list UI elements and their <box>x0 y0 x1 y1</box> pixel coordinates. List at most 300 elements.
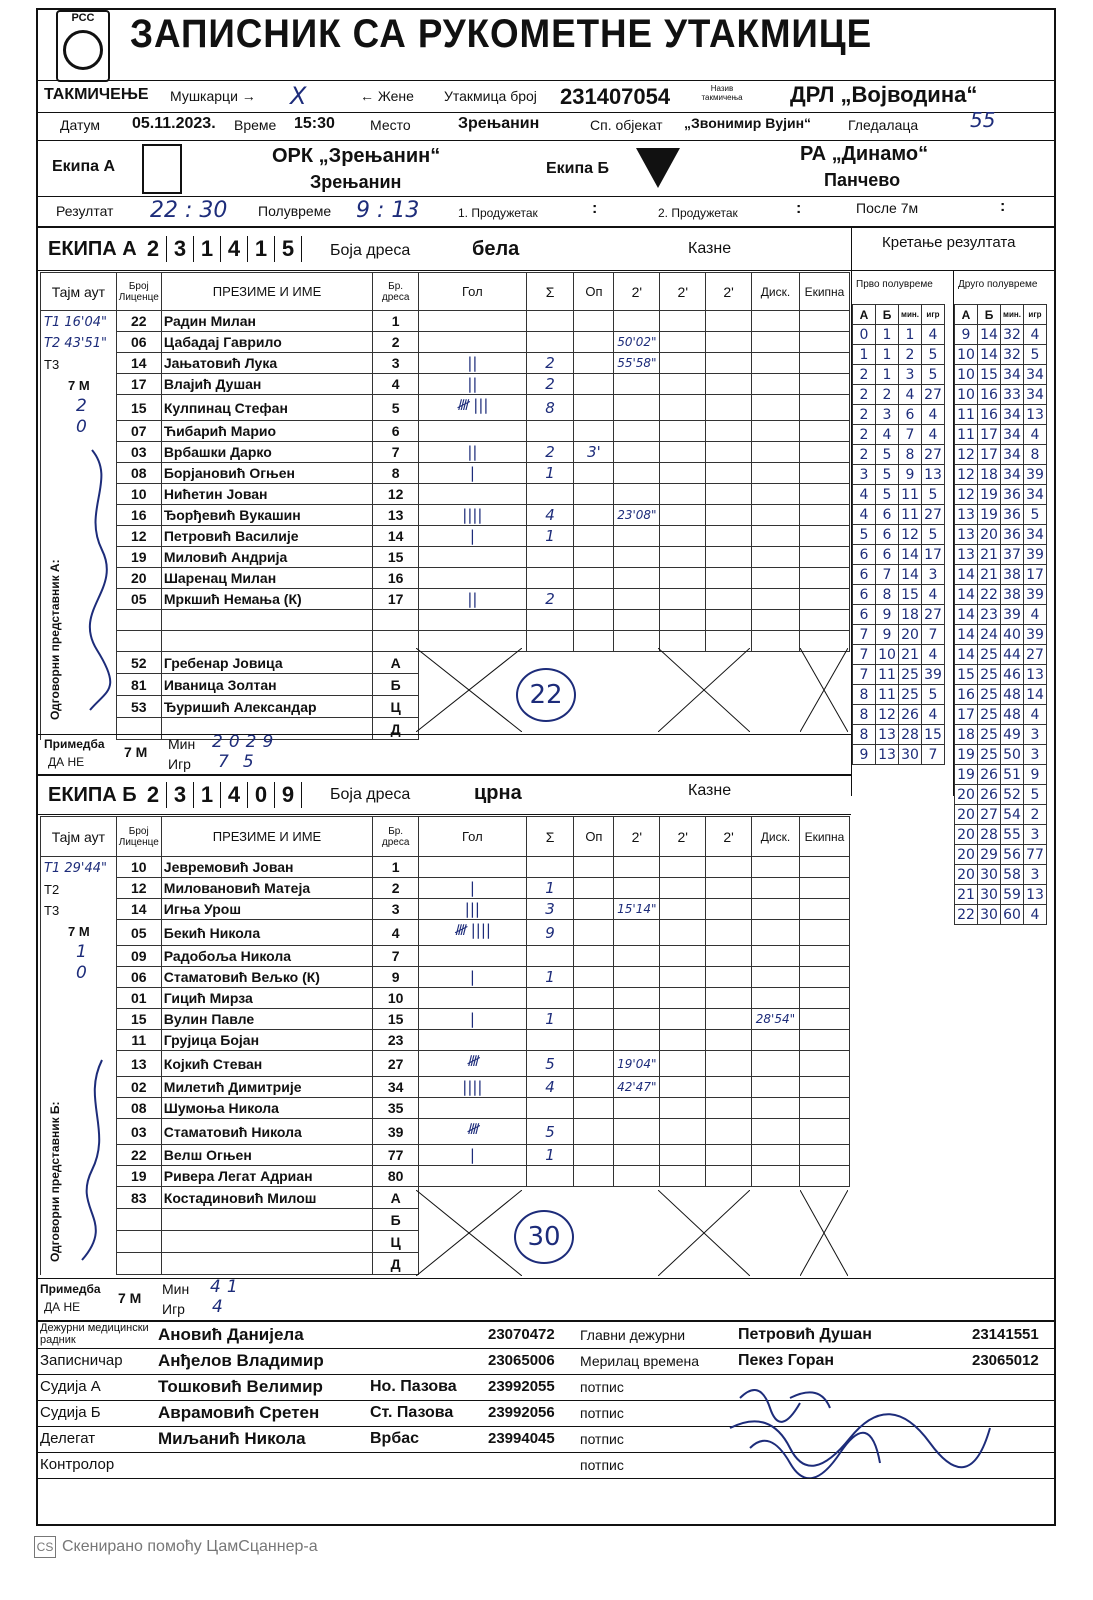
table-cell: 1 <box>373 857 419 878</box>
table-cell <box>660 920 706 946</box>
table-cell <box>752 674 800 696</box>
table-row <box>41 484 850 505</box>
progress-cell: 4 <box>853 505 876 525</box>
progress-cell: 39 <box>1001 605 1024 625</box>
table-cell: | <box>419 463 527 484</box>
table-cell <box>660 1098 706 1119</box>
progress-cell: 32 <box>1001 345 1024 365</box>
table-cell <box>574 1051 614 1077</box>
table-cell <box>751 1209 799 1231</box>
table-row <box>41 946 850 967</box>
table-row <box>41 967 850 988</box>
progress-cell: 11 <box>876 685 899 705</box>
progress-cell: 14 <box>899 565 922 585</box>
progress-cell: 1 <box>876 325 899 345</box>
table-cell <box>752 374 800 395</box>
table-cell <box>116 631 161 652</box>
table-cell <box>660 1009 706 1030</box>
table-cell <box>526 631 574 652</box>
table-cell <box>574 395 614 421</box>
table-cell <box>706 1119 752 1145</box>
table-cell: 8 <box>526 395 574 421</box>
official-id: 23992055 <box>488 1378 555 1395</box>
table-cell <box>614 311 660 332</box>
table-cell <box>752 353 800 374</box>
men-mark: X <box>290 82 307 110</box>
table-cell: 5 <box>526 1119 574 1145</box>
progress-cell: 14 <box>955 605 978 625</box>
table-cell: 5 <box>373 395 419 421</box>
progress-row <box>853 605 945 625</box>
table-row <box>41 421 850 442</box>
table-cell: 06 <box>116 967 161 988</box>
table-cell <box>799 442 849 463</box>
table-cell: 23'08" <box>614 505 660 526</box>
code-digit: 3 <box>167 782 194 808</box>
table-cell <box>614 374 660 395</box>
table-cell <box>706 1145 752 1166</box>
table-cell <box>706 421 752 442</box>
table-cell <box>574 920 614 946</box>
table-cell: Стаматовић Вељко (К) <box>161 967 372 988</box>
progress-cell: 16 <box>978 385 1001 405</box>
official-name: Ановић Данијела <box>158 1325 304 1344</box>
progress-row <box>955 865 1047 885</box>
women-label: ← Жене <box>360 88 414 104</box>
col-warning: Оп <box>574 817 614 857</box>
progress-cell: 19 <box>978 505 1001 525</box>
progress-cell: 27 <box>922 605 945 625</box>
table-cell <box>614 988 660 1009</box>
table-cell <box>574 526 614 547</box>
progress-cell: 14 <box>978 345 1001 365</box>
sevenm-miss: 0 <box>76 963 87 983</box>
table-cell <box>574 899 614 920</box>
venue-label: Сп. објекат <box>590 117 663 133</box>
progress-cell: 20 <box>955 805 978 825</box>
progress-row <box>853 745 945 765</box>
progress-cell: 6 <box>853 605 876 625</box>
table-cell <box>614 1145 660 1166</box>
table-cell <box>799 353 849 374</box>
table-cell <box>706 610 752 631</box>
progress-cell: 15 <box>955 665 978 685</box>
table-cell: 1 <box>526 463 574 484</box>
progress-header <box>853 305 945 325</box>
team-a-name: ОРК „Зрењанин“ <box>272 145 441 167</box>
progress-cell: 10 <box>955 365 978 385</box>
progress-cell: 5 <box>876 485 899 505</box>
progress-cell: 30 <box>978 885 1001 905</box>
table-cell: Ћибарић Марио <box>161 421 372 442</box>
table-cell <box>799 610 849 631</box>
code-digit: 2 <box>140 236 167 262</box>
right-label: потпис <box>580 1457 624 1473</box>
progress-row <box>955 585 1047 605</box>
progress-row <box>955 905 1047 925</box>
table-cell: | <box>419 878 527 899</box>
progress-cell: 11 <box>876 665 899 685</box>
progress-cell: 11 <box>955 425 978 445</box>
table-cell <box>614 484 660 505</box>
table-cell: 10 <box>116 857 161 878</box>
table-cell: 2 <box>526 442 574 463</box>
progress-cell: 4 <box>1024 425 1047 445</box>
team-a-penalties-label: Казне <box>688 240 732 257</box>
code-digit: 1 <box>248 236 275 262</box>
table-cell: Миловановић Матеја <box>161 878 372 899</box>
progress-cell: 34 <box>1024 365 1047 385</box>
table-cell <box>706 505 752 526</box>
progress-row <box>955 725 1047 745</box>
team-b-penalties-label: Казне <box>688 782 732 799</box>
after7-score: : <box>1000 198 1006 215</box>
code-digit: 1 <box>194 782 221 808</box>
table-cell <box>526 1098 574 1119</box>
progress-cell: 3 <box>1024 825 1047 845</box>
progress-cell: 25 <box>978 685 1001 705</box>
table-cell: Бекић Никола <box>161 920 372 946</box>
progress-cell: 30 <box>978 905 1001 925</box>
table-cell <box>660 311 706 332</box>
table-cell <box>574 353 614 374</box>
table-cell <box>751 967 799 988</box>
table-cell: 05 <box>116 920 161 946</box>
table-cell: 1 <box>526 1145 574 1166</box>
table-cell: 01 <box>116 988 161 1009</box>
col-2min-2: 2' <box>660 817 706 857</box>
table-cell: Борјановић Огњен <box>161 463 372 484</box>
table-cell: | <box>419 526 527 547</box>
table-cell: 2 <box>526 589 574 610</box>
progress-second-half <box>954 304 1047 925</box>
progress-cell: 44 <box>1001 645 1024 665</box>
table-cell <box>574 1231 614 1253</box>
table-cell <box>706 484 752 505</box>
team-b-cross-3 <box>800 1190 848 1276</box>
progress-cell: 5 <box>922 525 945 545</box>
progress-cell: 20 <box>955 845 978 865</box>
sevenm-label: 7 М <box>68 378 90 393</box>
progress-cell: 6 <box>853 545 876 565</box>
progress-cell: 3 <box>1024 865 1047 885</box>
table-cell: Мркшић Немања (К) <box>161 589 372 610</box>
table-cell <box>799 1098 849 1119</box>
table-cell: Цабадај Гаврило <box>161 332 372 353</box>
team-a-code <box>140 236 302 262</box>
progress-cell: 18 <box>978 465 1001 485</box>
scanner-text: Скенирано помоћу ЦамСцаннер-а <box>62 1538 318 1555</box>
table-cell: 4 <box>526 505 574 526</box>
progress-cell: 3 <box>853 465 876 485</box>
table-cell <box>614 857 660 878</box>
table-cell <box>706 526 752 547</box>
table-cell <box>574 946 614 967</box>
table-cell <box>161 1231 372 1253</box>
code-digit: 4 <box>221 782 248 808</box>
team-b-label: Екипа Б <box>546 160 610 177</box>
progress-cell: 21 <box>978 545 1001 565</box>
table-row <box>41 1051 850 1077</box>
table-cell <box>419 332 527 353</box>
table-row <box>41 1166 850 1187</box>
team-a-rep-label: Одговорни представник А: <box>48 559 62 720</box>
table-cell: 28'54" <box>751 1009 799 1030</box>
table-cell <box>161 610 372 631</box>
sevenm-label: 7 М <box>68 924 90 939</box>
progress-cell: 40 <box>1001 625 1024 645</box>
table-cell <box>574 857 614 878</box>
venue: „Звонимир Вујин“ <box>684 115 812 131</box>
table-cell: | <box>419 1145 527 1166</box>
code-digit: 9 <box>275 782 302 808</box>
official-city: Но. Пазова <box>370 1378 457 1395</box>
progress-cell: 22 <box>955 905 978 925</box>
progress-row <box>955 525 1047 545</box>
table-cell <box>574 610 614 631</box>
progress-row <box>853 645 945 665</box>
table-cell <box>526 857 574 878</box>
table-row <box>41 610 850 631</box>
progress-cell: 14 <box>955 585 978 605</box>
official-label: Судија Б <box>40 1404 101 1421</box>
table-cell: Гребенар Јовица <box>161 652 372 674</box>
progress-cell: 30 <box>978 865 1001 885</box>
progress-row <box>955 485 1047 505</box>
table-cell <box>706 1009 752 1030</box>
progress-cell: 2 <box>899 345 922 365</box>
progress-cell: 4 <box>922 705 945 725</box>
table-cell <box>614 696 660 718</box>
table-cell: Д <box>373 718 419 740</box>
progress-row <box>955 745 1047 765</box>
table-cell: 2 <box>526 353 574 374</box>
table-cell: 16 <box>373 568 419 589</box>
timeout-1: T1 29'44" <box>44 861 107 876</box>
table-cell <box>799 899 849 920</box>
table-cell <box>574 1119 614 1145</box>
table-cell: 77 <box>373 1145 419 1166</box>
page-title: ЗАПИСНИК СА РУКОМЕТНЕ УТАКМИЦЕ <box>130 12 873 56</box>
progress-cell: 5 <box>922 485 945 505</box>
progress-cell: 21 <box>978 565 1001 585</box>
progress-cell: 4 <box>922 325 945 345</box>
progress-cell: 15 <box>899 585 922 605</box>
table-cell <box>614 463 660 484</box>
table-cell <box>419 988 527 1009</box>
table-cell <box>614 1009 660 1030</box>
progress-cell: 27 <box>922 385 945 405</box>
progress-cell: 6 <box>853 585 876 605</box>
table-cell: Нићетин Јован <box>161 484 372 505</box>
code-digit: 4 <box>221 236 248 262</box>
official-city <box>370 1322 480 1348</box>
progress-cell: 18 <box>899 605 922 625</box>
progress-cell: 6 <box>853 565 876 585</box>
table-cell: Милетић Димитрије <box>161 1077 372 1098</box>
progress-cell: 26 <box>899 705 922 725</box>
sevenm-goals: 1 <box>76 942 87 962</box>
progress-cell: 9 <box>1024 765 1047 785</box>
spectators: 55 <box>970 108 996 132</box>
progress-row <box>853 665 945 685</box>
progress-cell: 34 <box>1001 365 1024 385</box>
table-cell: 1 <box>526 526 574 547</box>
progress-cell: 29 <box>978 845 1001 865</box>
progress-row <box>853 425 945 445</box>
progress-cell: 19 <box>955 765 978 785</box>
table-cell <box>574 505 614 526</box>
progress-row <box>853 625 945 645</box>
progress-cell: 13 <box>876 745 899 765</box>
table-cell <box>799 568 849 589</box>
table-cell <box>799 920 849 946</box>
progress-cell: 19 <box>955 745 978 765</box>
progress-cell: 36 <box>1001 525 1024 545</box>
table-cell <box>660 547 706 568</box>
table-cell: Кулпинац Стефан <box>161 395 372 421</box>
progress-cell: 27 <box>922 445 945 465</box>
table-cell <box>660 395 706 421</box>
progress-cell: 25 <box>978 705 1001 725</box>
progress-cell: 26 <box>978 785 1001 805</box>
progress-cell: 7 <box>853 645 876 665</box>
table-cell <box>41 1030 117 1051</box>
table-cell <box>116 1253 161 1275</box>
progress-cell: 2 <box>853 405 876 425</box>
match-time: 15:30 <box>294 115 335 132</box>
progress-cell: 55 <box>1001 825 1024 845</box>
table-cell: 80 <box>373 1166 419 1187</box>
progress-row <box>955 765 1047 785</box>
col-goals: Гол <box>419 817 527 857</box>
team-a-title: ЕКИПА А <box>48 238 137 260</box>
table-row <box>41 857 850 878</box>
progress-row <box>955 445 1047 465</box>
progress-cell: 15 <box>922 725 945 745</box>
table-cell <box>614 1098 660 1119</box>
progress-cell: 39 <box>1024 465 1047 485</box>
progress-cell: 1 <box>876 345 899 365</box>
code-digit: 0 <box>248 782 275 808</box>
table-row <box>41 589 850 610</box>
team-a-yes-no: ДА НЕ <box>48 755 85 769</box>
progress-row <box>955 885 1047 905</box>
table-cell <box>799 1009 849 1030</box>
progress-row <box>955 405 1047 425</box>
progress-row <box>955 805 1047 825</box>
progress-cell: 1 <box>876 365 899 385</box>
code-digit: 1 <box>194 236 221 262</box>
table-cell <box>614 395 660 421</box>
progress-cell: 1 <box>853 345 876 365</box>
progress-row <box>955 665 1047 685</box>
team-b-min-label: Мин <box>162 1281 190 1297</box>
progress-cell: 21 <box>899 645 922 665</box>
col-license: Број Лиценце <box>116 817 161 857</box>
table-cell <box>660 568 706 589</box>
progress-cell: 7 <box>876 565 899 585</box>
table-cell <box>574 311 614 332</box>
place-label: Место <box>370 117 411 133</box>
table-cell <box>660 526 706 547</box>
progress-row <box>955 465 1047 485</box>
table-cell <box>526 484 574 505</box>
team-a-min: 2029 <box>212 732 280 752</box>
progress-cell: 4 <box>1024 705 1047 725</box>
progress-cell: 28 <box>899 725 922 745</box>
table-cell <box>614 589 660 610</box>
table-cell <box>752 526 800 547</box>
table-cell: 14 <box>116 353 161 374</box>
table-row <box>41 878 850 899</box>
table-cell: Ц <box>373 696 419 718</box>
table-cell: 06 <box>116 332 161 353</box>
progress-cell: 52 <box>1001 785 1024 805</box>
team-a-color: бела <box>472 238 520 260</box>
progress-row <box>955 625 1047 645</box>
progress-cell: 11 <box>899 485 922 505</box>
table-cell <box>614 526 660 547</box>
col-2min-1: 2' <box>614 817 660 857</box>
table-cell: Радобоља Никола <box>161 946 372 967</box>
team-b-crest-icon <box>636 148 680 188</box>
team-b-rep-label: Одговорни представник Б: <box>48 1101 62 1262</box>
progress-cell: 13 <box>1024 405 1047 425</box>
table-cell: 𝍸 <box>419 1119 527 1145</box>
table-cell <box>574 967 614 988</box>
progress-col-label: А <box>955 305 978 325</box>
table-row <box>41 311 850 332</box>
team-b-igr: 4 <box>212 1297 223 1317</box>
official-id: 23070472 <box>488 1326 555 1343</box>
timeout-3: T3 <box>44 357 60 372</box>
progress-cell: 4 <box>1024 605 1047 625</box>
table-cell: 3 <box>373 899 419 920</box>
progress-row <box>955 825 1047 845</box>
progress-cell: 12 <box>899 525 922 545</box>
progress-cell: 5 <box>922 365 945 385</box>
col-license: Број Лиценце <box>116 273 161 311</box>
progress-cell: 5 <box>853 525 876 545</box>
table-cell: 35 <box>373 1098 419 1119</box>
table-cell <box>161 631 372 652</box>
table-cell: 3 <box>526 899 574 920</box>
col-name: ПРЕЗИМЕ И ИМЕ <box>161 273 372 311</box>
table-cell <box>751 1166 799 1187</box>
table-cell: 22 <box>116 1145 161 1166</box>
progress-cell: 7 <box>922 745 945 765</box>
table-cell <box>799 1166 849 1187</box>
table-cell: 05 <box>116 589 161 610</box>
table-row <box>41 920 850 946</box>
table-cell: Вулин Павле <box>161 1009 372 1030</box>
progress-cell: 54 <box>1001 805 1024 825</box>
federation-logo <box>56 10 110 82</box>
table-row <box>41 1030 850 1051</box>
table-cell <box>660 1145 706 1166</box>
progress-cell: 20 <box>899 625 922 645</box>
table-cell: Радин Милан <box>161 311 372 332</box>
ot2-score: : <box>796 200 802 217</box>
timeout-2: T2 <box>44 882 60 897</box>
progress-cell: 25 <box>978 665 1001 685</box>
table-cell <box>526 1166 574 1187</box>
timeout-1: T1 16'04" <box>44 315 107 330</box>
team-b-igr-label: Игр <box>162 1301 185 1317</box>
table-cell: 8 <box>373 463 419 484</box>
table-cell <box>752 718 800 740</box>
